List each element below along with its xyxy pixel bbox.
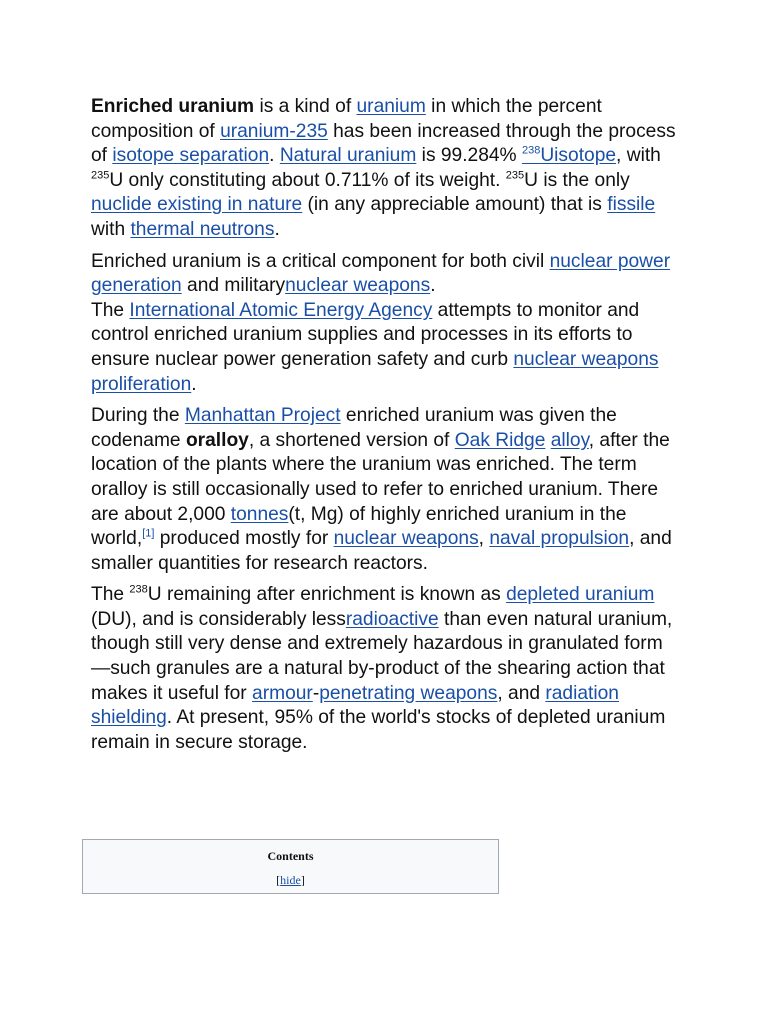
text: U is the only xyxy=(524,169,630,191)
text: attempts to monitor and control enriched uranium supplies and processes in its efforts to ensure nuclear power generation safety and curb xyxy=(91,299,640,370)
table-of-contents xyxy=(82,839,499,894)
link-u238-isotope[interactable] xyxy=(522,145,616,166)
toc-toggle xyxy=(83,873,498,888)
link-text: Uisotope xyxy=(540,145,617,167)
bracket: ] xyxy=(300,873,305,887)
text: than even natural uranium, though still very dense and extremely hazardous in granulated form—such granules are a natural by-product of the shearing action that makes it useful for xyxy=(91,608,673,704)
link-natural-uranium[interactable]: Natural uranium xyxy=(279,145,417,167)
link-fissile[interactable]: fissile xyxy=(607,194,656,216)
link-nuclear-power[interactable]: nuclear power generation xyxy=(91,250,671,297)
link-naval-propulsion[interactable]: naval propulsion xyxy=(489,528,630,550)
text: produced mostly for xyxy=(154,528,334,550)
text: . xyxy=(274,218,280,240)
text: , after the location of the plants where the uranium was enriched. The term oralloy is still occasionally used to refer to enriched uranium. There are about 2,000 xyxy=(91,429,670,525)
text: and military xyxy=(181,275,286,297)
link-nuclear-proliferation[interactable]: nuclear weapons proliferation xyxy=(91,348,659,395)
bold-term: oralloy xyxy=(185,429,249,451)
text: enriched uranium was given the codename xyxy=(91,405,617,451)
link-manhattan-project[interactable]: Manhattan Project xyxy=(184,405,341,427)
link-thermal-neutrons[interactable]: thermal neutrons xyxy=(130,218,275,240)
text: Enriched uranium is a critical component for both civil xyxy=(91,250,550,272)
link-uranium-235[interactable]: uranium-235 xyxy=(220,120,328,142)
text: . At present, 95% of the world's stocks of depleted uranium remain in secure storage. xyxy=(91,707,666,753)
text: has been increased through the process of xyxy=(91,120,676,167)
text: , and xyxy=(497,682,546,704)
link-depleted-uranium[interactable]: depleted uranium xyxy=(506,584,655,606)
link-isotope-separation[interactable]: isotope separation xyxy=(112,145,270,167)
link-alloy[interactable]: alloy xyxy=(550,429,589,451)
text: , and smaller quantities for research reactors. xyxy=(91,528,672,574)
text: The xyxy=(91,584,130,606)
link-nuclear-weapons[interactable]: nuclear weapons xyxy=(285,275,431,297)
text: with xyxy=(91,218,131,240)
text: . xyxy=(191,373,197,395)
text: - xyxy=(312,682,320,704)
reference-1 xyxy=(142,528,154,540)
link-radioactive[interactable]: radioactive xyxy=(345,608,439,630)
superscript: 235 xyxy=(505,169,525,182)
text: U remaining after enrichment is known as xyxy=(147,584,507,606)
bold-term: Enriched uranium xyxy=(91,96,255,117)
link-oak-ridge[interactable]: Oak Ridge xyxy=(454,429,546,451)
superscript: 235 xyxy=(91,169,110,182)
text: (DU), and is considerably less xyxy=(91,608,346,630)
text: . xyxy=(269,145,280,167)
text: U only constituting about 0.711% of its weight. xyxy=(109,169,506,191)
text: , with xyxy=(616,145,661,167)
superscript: 238 xyxy=(129,583,148,596)
paragraph-critical-component xyxy=(91,250,681,398)
link-penetrating-weapons[interactable]: penetrating weapons xyxy=(319,682,498,704)
paragraph-manhattan-project xyxy=(91,404,681,576)
text: (in any appreciable amount) that is xyxy=(302,194,608,216)
text: , xyxy=(478,528,490,550)
text: During the xyxy=(91,405,185,427)
paragraph-depleted-uranium xyxy=(91,583,681,755)
reference-link[interactable]: [1] xyxy=(142,527,155,540)
text: , a shortened version of xyxy=(248,429,455,451)
link-nuclide[interactable]: nuclide existing in nature xyxy=(91,194,303,216)
text: The xyxy=(91,299,130,321)
article-body xyxy=(91,95,681,762)
toc-hide-link[interactable]: hide xyxy=(280,873,301,887)
link-armour[interactable]: armour xyxy=(252,682,313,704)
bracket: [ xyxy=(276,873,281,887)
text: (t, Mg) of highly enriched uranium in the world, xyxy=(91,503,627,550)
toc-title: Contents xyxy=(267,849,314,863)
superscript: 238 xyxy=(521,144,541,157)
link-radiation-shielding[interactable]: radiation shielding xyxy=(91,682,619,729)
text: . xyxy=(430,275,436,297)
link-nuclear-weapons-2[interactable]: nuclear weapons xyxy=(333,528,479,550)
link-uranium[interactable]: uranium xyxy=(356,96,426,117)
link-tonnes[interactable]: tonnes xyxy=(230,503,289,525)
text: is a kind of xyxy=(254,96,357,117)
text: is 99.284% xyxy=(416,145,522,167)
paragraph-enriched-definition xyxy=(91,95,681,243)
link-iaea[interactable]: International Atomic Energy Agency xyxy=(129,299,433,321)
text: in which the percent composition of xyxy=(91,96,602,142)
